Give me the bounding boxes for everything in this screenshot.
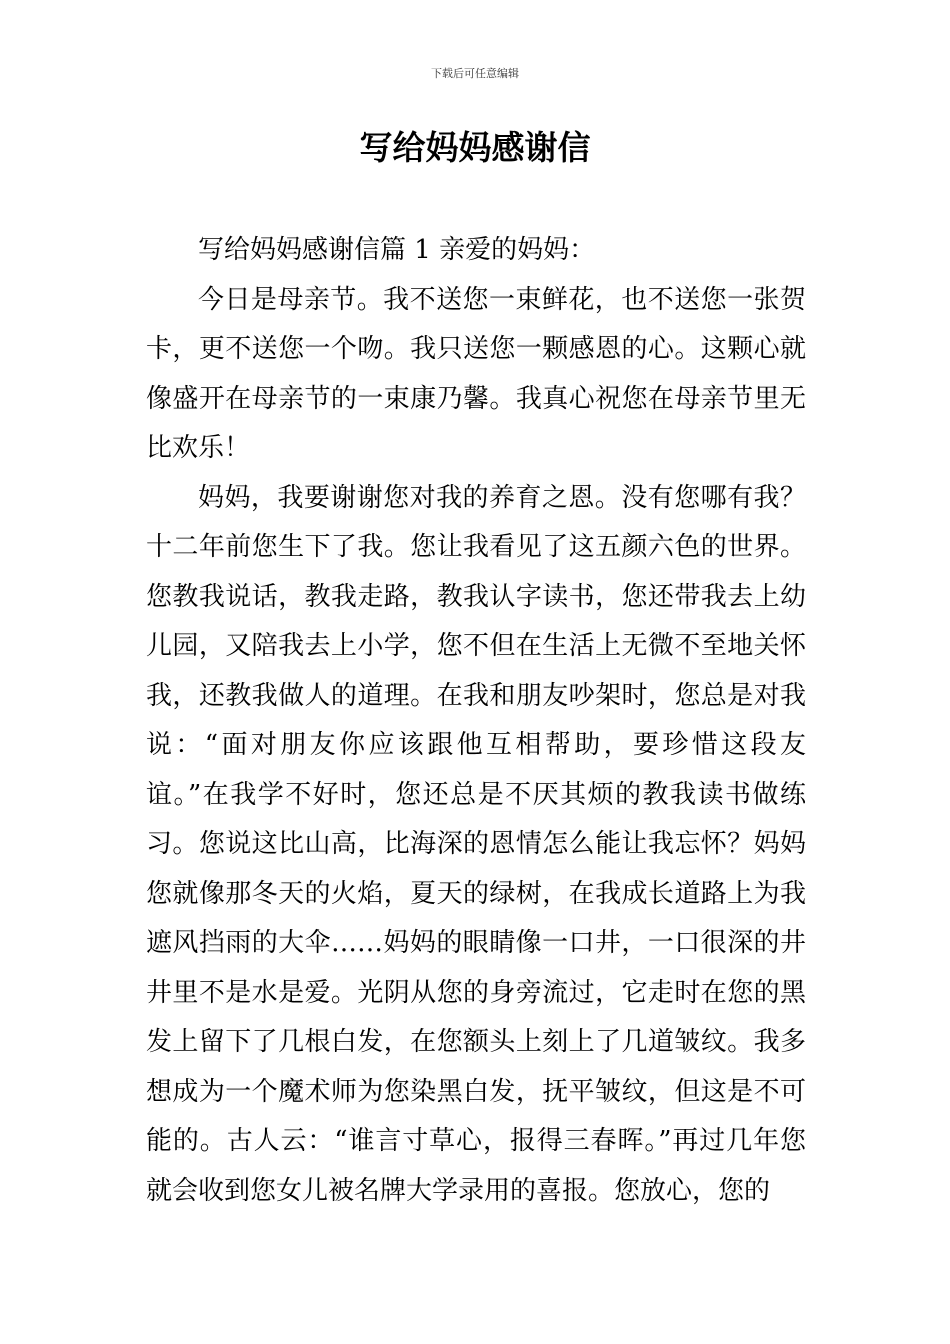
- document-body: [146, 226, 806, 1216]
- paragraph-greeting: 写给妈妈感谢信篇 1 亲爱的妈妈：: [198, 235, 596, 265]
- document-title: 写给妈妈感谢信: [359, 128, 591, 167]
- paragraph-mothers-day: 今日是母亲节。我不送您一束鲜花，也不送您一张贺卡，更不送您一个吻。我只送您一颗感恩的心。这颗心就像盛开在母亲节的一束康乃馨。我真心祝您在母亲节里无比欢乐！: [146, 284, 806, 463]
- paragraph-gratitude: 妈妈，我要谢谢您对我的养育之恩。没有您哪有我？十二年前您生下了我。您让我看见了这五颜六色的世界。您教我说话，教我走路，教我认字读书，您还带我去上幼儿园，又陪我去上小学，您不但在生活上无微不至地关怀我，还教我做人的道理。在我和朋友吵架时，您总是对我说：“面对朋友你应该跟他互相帮助，要珍惜这段友谊。”在我学不好时，您还总是不厌其烦的教我读书做练习。您说这比山高，比海深的恩情怎么能让我忘怀？妈妈您就像那冬天的火焰，夏天的绿树，在我成长道路上为我遮风挡雨的大伞……妈妈的眼睛像一口井，一口很深的井井里不是水是爱。光阴从您的身旁流过，它走时在您的黑发上留下了几根白发，在您额头上刻上了几道皱纹。我多想成为一个魔术师为您染黑白发，抚平皱纹，但这是不可能的。古人云：“谁言寸草心，报得三春晖。”再过几年您就会收到您女儿被名牌大学录用的喜报。您放心，您的: [146, 482, 806, 1206]
- header-note: 下载后可任意编辑: [431, 67, 519, 80]
